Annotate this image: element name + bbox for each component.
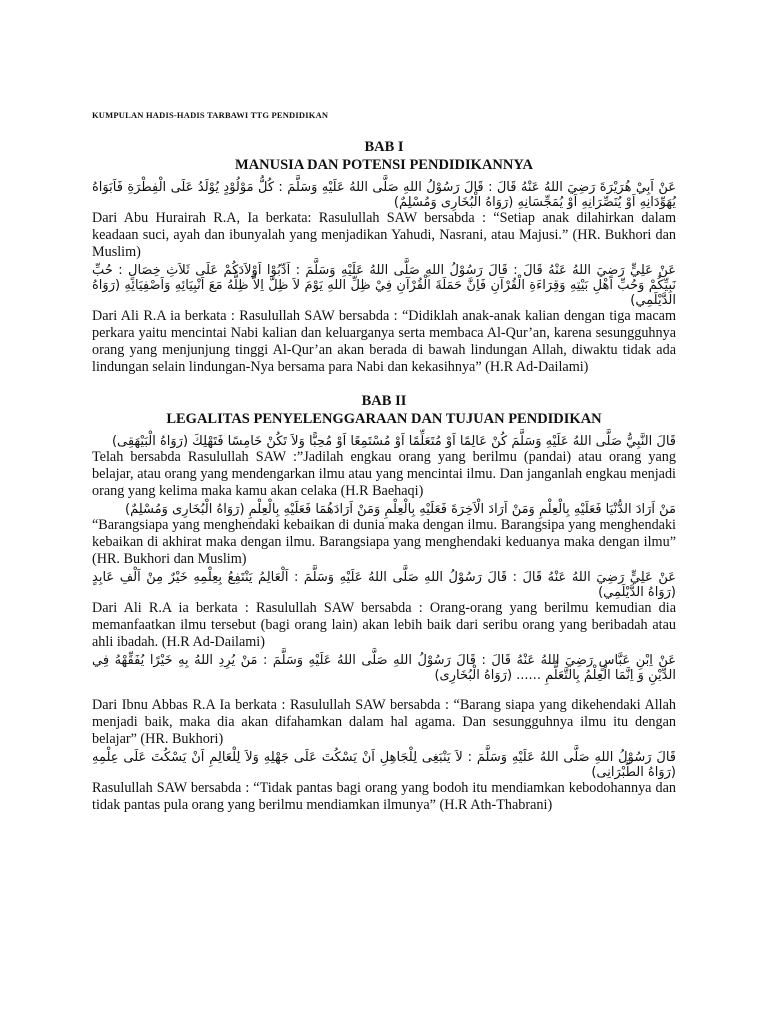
document-header: KUMPULAN HADIS-HADIS TARBAWI TTG PENDIDIKAN (92, 110, 329, 120)
hadith-arabic-text: عَنْ اَبِيْ هُرَيْرَةَ رَضِيَ اللهُ عَنْهُ قَالَ : قَالَ رَسُوْلُ اللهِ صَلَّى اللهُ عَلَيْهِ وَسَلَّمَ : كُلُّ مَوْلُوْدٍ يُوْلَدُ عَلَى الْفِطْرَةِ فَاَبَوَاهُ يُهَوِّدَانِهِ اَوْ يُنَصِّرَانِهِ اَوْ يُمَجِّسَانِهِ (رَوَاهُ الْبُخَارِى وَمُسْلِمٌ) (92, 180, 676, 210)
chapter-title: MANUSIA DAN POTENSI PENDIDIKANNYA (235, 157, 533, 173)
hadith-translation: Dari Ali R.A ia berkata : Rasulullah SAW bersabda : Orang-orang yang berilmu kemudian dia memanfaatkan ilmu tersebut (bagi orang lain) akan lebih baik dari seribu orang yang beribadah atau ahli ibadah. (H.R Ad-Dailami) (92, 600, 676, 650)
hadith-arabic-text: قَالَ رَسُوْلُ اللهِ صَلَّى اللهُ عَلَيْهِ وَسَلَّمَ : لاَ يَنْبَغِى لِلْجَاهِلِ اَنْ يَسْكُتَ عَلَى جَهْلِهِ وَلاَ لِلْعَالِمِ اَنْ يَسْكُتَ عَلَى عِلْمِهِ (رَوَاهُ الطَّبْرَانِى) (92, 750, 676, 780)
chapter-2 (92, 392, 676, 814)
hadith-arabic-text: عَنْ عَلِيٍّ رَضِيَ اللهُ عَنْهُ قَالَ : قَالَ رَسُوْلُ اللهِ صَلَّى اللهُ عَلَيْهِ وَسَلَّمَ : اَلْعَالِمُ يَنْتَفِعُ بِعِلْمِهِ خَيْرٌ مِنْ اَلْفِ عَابِدٍ (رَوَاهُ الدَّيْلَمِي) (92, 570, 676, 600)
hadith-translation: “Barangsiapa yang menghendaki kebaikan di dunia maka dengan ilmu. Barangsipa yang menghendaki kebaikan di akhirat maka dengan ilmu. Barangsiapa yang menghendaki keduanya maka dengan ilmu” (HR. Bukhori dan Muslim) (92, 517, 676, 567)
hadith-translation: Dari Ali R.A ia berkata : Rasulullah SAW bersabda : “Didiklah anak-anak kalian dengan tiga macam perkara yaitu mencintai Nabi kalian dan keluarganya serta membaca Al-Qur’an, karena sesungguhnya orang yang menjunjung tinggi Al-Qur’an akan berada di bawah lindungan Allah, diwaktu tidak ada lindungan selain lindungan-Nya bersama para Nabi dan kekasihnya” (H.R Ad-Dailami) (92, 308, 676, 375)
hadith-arabic-text: مَنْ اَرَادَ الدُّنْيَا فَعَلَيْهِ بِالْعِلْمِ وَمَنْ اَرَادَ الْاَخِرَةَ فَعَلَيْهِ بِالْعِلْمِ وَمَنْ اَرَادَهُمَا فَعَلَيْهِ بِالْعِلْمِ (رَوَاهُ الْبُخَارِى وَمُسْلِمٌ) (125, 502, 676, 517)
chapter-number: BAB I (364, 139, 404, 155)
hadith-arabic-text: عَنْ عَلِيٍّ رَضِيَ اللهُ عَنْهُ قَالَ : قَالَ رَسُوْلُ اللهِ صَلَّى اللهُ عَلَيْهِ وَسَلَّمَ : اَدِّبُوْا اَوْلاَدَكُمْ عَلَى ثَلاَثِ خِصَالٍ : حُبِّ نَبِيِّكُمْ وَحُبِّ اَهْلِ بَيْتِهِ وَقِرَاءَةِ الْقُرْآنِ فَاِنَّ حَمَلَةَ الْقُرْآنِ فِيْ ظِلِّ اللهِ يَوْمَ لاَ ظِلَّ اِلاَّ ظِلُّهُ مَعَ اَنْبِيَائِهِ وَاَصْفِيَائِهِ (رَوَاهُ الدَّيْلَمِي) (92, 263, 676, 308)
hadith-translation: Rasulullah SAW bersabda : “Tidak pantas bagi orang yang bodoh itu mendiamkan kebodohannya dan tidak pantas pula orang yang berilmu mendiamkan ilmunya” (H.R Ath-Thabrani) (92, 780, 676, 813)
chapter-title: LEGALITAS PENYELENGGARAAN DAN TUJUAN PENDIDIKAN (166, 411, 602, 427)
section-spacer (92, 376, 676, 392)
chapter-1 (92, 138, 676, 376)
hadith-translation: Dari Abu Hurairah R.A, Ia berkata: Rasulullah SAW bersabda : “Setiap anak dilahirkan dalam keadaan suci, ayah dan ibunyalah yang menjadikan Yahudi, Nasrani, atau Majusi.” (HR. Bukhori dan Muslim) (92, 210, 676, 260)
document-content (92, 138, 676, 814)
paragraph-spacer (92, 683, 676, 697)
hadith-translation: Telah bersabda Rasulullah SAW :”Jadilah engkau orang yang berilmu (pandai) atau orang yang belajar, atau orang yang mendengarkan ilmu atau yang mencintai ilmu. Dan janganlah engkau menjadi orang yang kelima maka kamu akan celaka (H.R Baehaqi) (92, 449, 676, 499)
hadith-arabic-text: عَنْ اِبْنِ عَبَّاسٍ رَضِيَ اللهُ عَنْهُ قَالَ : قَالَ رَسُوْلُ اللهِ صَلَّى اللهُ عَلَيْهِ وَسَلَّمَ : مَنْ يُرِدِ اللهُ بِهِ خَيْرًا يُفَقِّهْهُ فِي الدِّيْنِ وَ اِنَّمَا الْعِلْمُ بِالتَّعَلُّمِ ...... (رَوَاهُ الْبُخَارِى) (92, 653, 676, 683)
chapter-number: BAB II (361, 393, 407, 409)
hadith-translation: Dari Ibnu Abbas R.A Ia berkata : Rasulullah SAW bersabda : “Barang siapa yang dikehendaki Allah menjadi baik, maka dia akan difahamkan dalam hal agama. Dan sesungguhnya ilmu itu dengan belajar” (HR. Bukhori) (92, 697, 676, 747)
hadith-arabic-text: قَالَ النَّبِيُّ صَلَّى اللهُ عَلَيْهِ وَسَلَّمَ كُنْ عَالِمًا اَوْ مُتَعَلِّمًا اَوْ مُسْتَمِعًا اَوْ مُحِبًّا وَلاَ تَكُنْ خَامِسًا فَتَهْلِكَ (رَوَاهُ الْبَيْهَقِى) (111, 434, 676, 449)
